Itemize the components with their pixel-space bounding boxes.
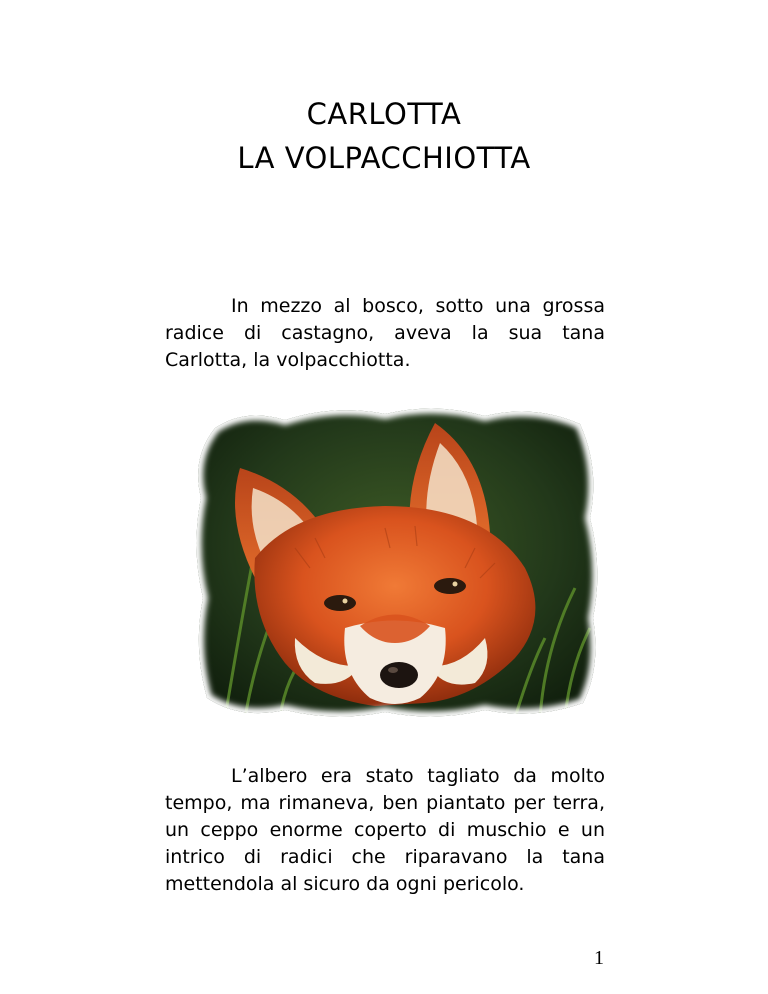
paragraph-1: In mezzo al bosco, sotto una grossa radice di castagno, aveva la sua tana Carlotta, la volpacchiotta. — [165, 295, 605, 371]
right-eye — [434, 578, 466, 594]
fox-illustration — [185, 398, 605, 723]
left-eye — [324, 595, 356, 611]
title-line-1: CARLOTTA — [306, 97, 462, 131]
nose — [380, 662, 418, 688]
paragraph-2: L’albero era stato tagliato da molto tempo, ma rimaneva, ben piantato per terra, un ceppo enorme coperto di muschio e un intrico di radici che riparavano la tana mettendola al sicuro da ogni pericolo. — [165, 765, 605, 895]
title-line-2: LA VOLPACCHIOTTA — [237, 141, 531, 175]
page-number: 1 — [594, 947, 604, 969]
page-title — [0, 92, 768, 180]
fox-image — [185, 398, 605, 723]
photo-frame — [185, 398, 605, 723]
